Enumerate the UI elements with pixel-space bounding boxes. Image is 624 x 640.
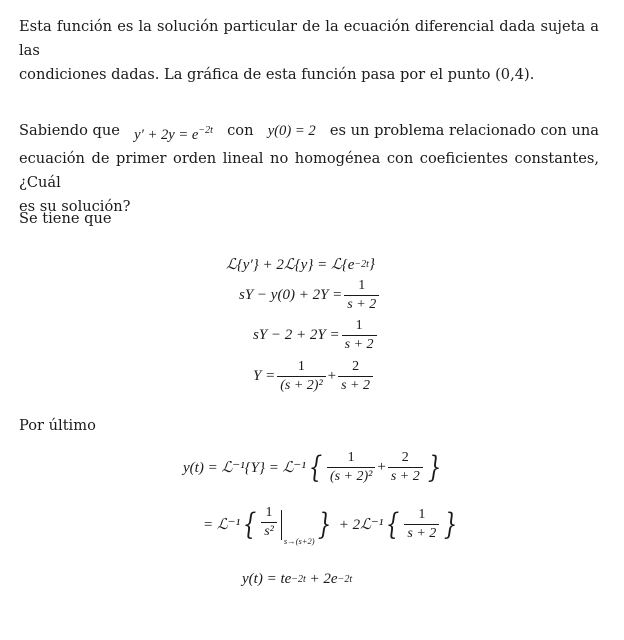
left-brace: { (386, 506, 400, 542)
left-brace: { (242, 506, 257, 542)
evaluation-subscript: s→(s+2) (283, 536, 315, 546)
right-brace: } (444, 506, 458, 542)
final-equation-1: y(t) = ℒ⁻¹{Y} = ℒ⁻¹ { $\frac{1}{\text{(s + 2)²}}$ + $\frac{2}{s + 2}$ } (183, 449, 441, 485)
fraction: $\frac{1}{\text{(s + 2)²}}$ (327, 450, 375, 485)
equation-step-4: Y = $\frac{1}{\text{(s + 2)²}}$ + $\frac{2}{s + 2}$ (253, 359, 375, 394)
por-ultimo-label: Por último (19, 417, 96, 434)
question-equation: $y' + 2y = e^{-2t}$ (134, 125, 213, 143)
question-text-3: es un problema relacionado con una (329, 122, 599, 139)
equation-step-3: sY − 2 + 2Y = $\frac{1}{s + 2}$ (253, 318, 379, 353)
fraction: $\frac{1}{s + 2}$ (344, 278, 379, 313)
question-line-2: ecuación de primer orden lineal no homogénea con coeficientes constantes, ¿Cuál (19, 150, 599, 191)
intro-line-1: Esta función es la solución particular de la ecuación diferencial dada sujeta a las (19, 18, 599, 59)
se-tiene-label: Se tiene que (19, 210, 112, 227)
question-line-1 (19, 119, 599, 147)
equation-laplace-transform: ℒ{y′} + 2ℒ{y} = ℒ{e −2t } (226, 256, 375, 273)
fraction: $\frac{1}{s + 2}$ (404, 507, 439, 542)
fraction: $\frac{1}{\text{s²}}$ (261, 505, 277, 540)
final-solution: y(t) = te −2t + 2e −2t (242, 571, 353, 587)
left-brace: { (308, 449, 323, 485)
question-text-1: Sabiendo que (19, 122, 120, 139)
question-text-2: con (227, 122, 254, 139)
final-equation-2: = ℒ⁻¹ { $\frac{1}{\text{s²}}$ s→(s+2) } + 2ℒ⁻¹ { $\frac{1}{s + 2}$ } (203, 504, 458, 546)
intro-paragraph (19, 15, 599, 87)
evaluation-bar (259, 504, 282, 540)
right-brace: } (317, 506, 331, 542)
equation-step-2: sY − y(0) + 2Y = $\frac{1}{s + 2}$ (239, 278, 381, 313)
fraction: $\frac{1}{\text{(s + 2)²}}$ (277, 359, 325, 394)
question-condition: y(0) = 2 (267, 123, 316, 139)
intro-line-2: condiciones dadas. La gráfica de esta función pasa por el punto (0,4). (19, 66, 535, 83)
fraction: $\frac{2}{s + 2}$ (388, 450, 423, 485)
question-line-3: es su solución? (19, 198, 131, 215)
question-paragraph (19, 119, 599, 219)
fraction: $\frac{1}{s + 2}$ (342, 318, 377, 353)
right-brace: } (427, 449, 441, 485)
fraction: $\frac{2}{s + 2}$ (338, 359, 373, 394)
